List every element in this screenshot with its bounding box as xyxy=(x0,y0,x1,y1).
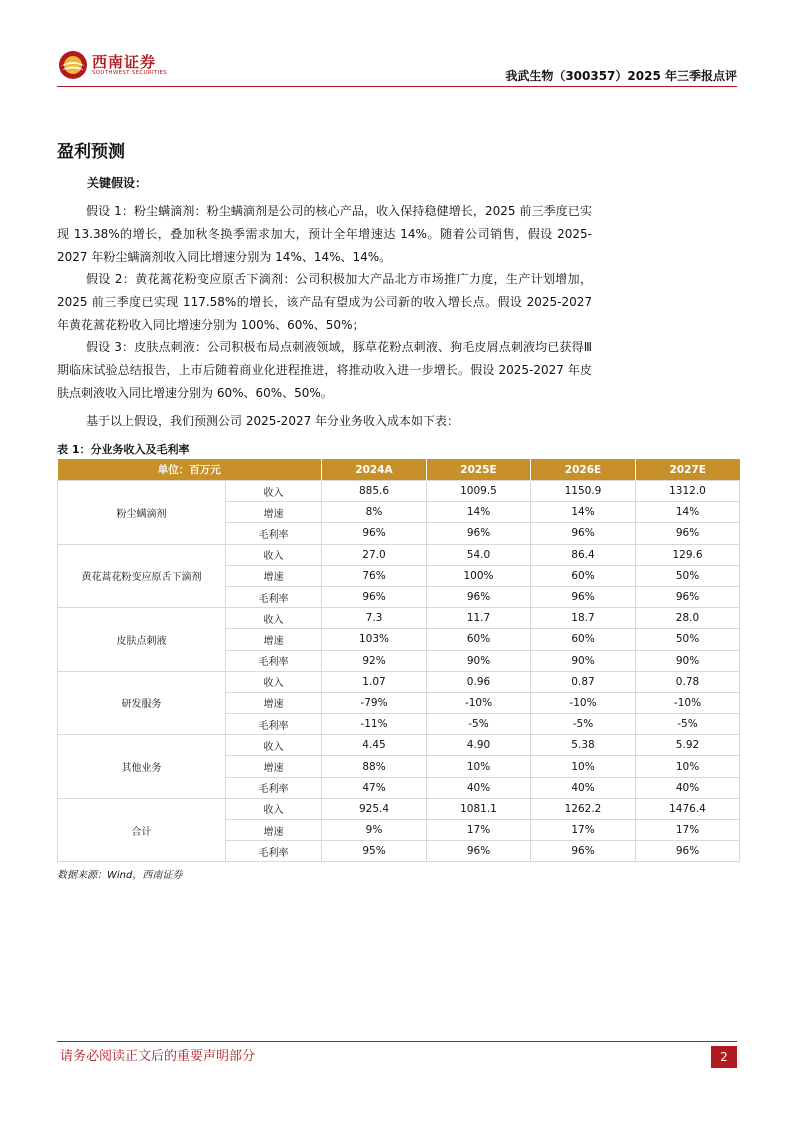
table-cell: 40% xyxy=(531,777,636,798)
logo-emblem-icon xyxy=(58,50,88,80)
table-cell: -79% xyxy=(322,692,427,713)
report-title: 我武生物（300357）2025 年三季报点评 xyxy=(505,69,737,83)
table-cell: 10% xyxy=(531,756,636,777)
table-cell: 17% xyxy=(427,820,531,841)
table-cell: 1312.0 xyxy=(636,481,740,502)
table-cell: 103% xyxy=(322,629,427,650)
logo-chinese-text: 西南证券 xyxy=(92,53,157,71)
table-row xyxy=(58,735,740,756)
table-cell: 18.7 xyxy=(531,608,636,629)
assumption-paragraph-3: 假设 3：皮肤点刺液：公司积极布局点刺液领域，豚草花粉点刺液、狗毛皮屑点刺液均已获得Ⅲ期临床试验总结报告，上市后随着商业化进程推进，将推动收入进一步增长。假设 2025-2027 年皮肤点刺液收入同比增速分别为 60%、60%、50%。 xyxy=(57,340,592,400)
table-cell: 40% xyxy=(427,777,531,798)
table-cell: 0.96 xyxy=(427,671,531,692)
assumption-paragraph-1: 假设 1：粉尘螨滴剂：粉尘螨滴剂是公司的核心产品，收入保持稳健增长，2025 前三季度已实现 13.38%的增长，叠加秋冬换季需求加大，预计全年增速达 14%。随着公司销售，假设 2025-2027 年粉尘螨滴剂收入同比增速分别为 14%、14%、14%。 xyxy=(57,204,592,264)
year-header: 2026E xyxy=(531,459,636,481)
table-cell: -10% xyxy=(427,692,531,713)
table-cell: 1.07 xyxy=(322,671,427,692)
table-cell: 17% xyxy=(636,820,740,841)
table-cell: 76% xyxy=(322,565,427,586)
table-cell: 96% xyxy=(531,841,636,862)
table-cell: 95% xyxy=(322,841,427,862)
footer-disclaimer: 请务必阅读正文后的重要声明部分 xyxy=(60,1049,256,1064)
table-cell: 96% xyxy=(636,841,740,862)
table-cell: 96% xyxy=(636,586,740,607)
table-cell: 90% xyxy=(531,650,636,671)
table-row xyxy=(58,481,740,502)
table-cell: 9% xyxy=(322,820,427,841)
header-divider xyxy=(57,86,737,87)
table-cell: 11.7 xyxy=(427,608,531,629)
table-cell: 925.4 xyxy=(322,798,427,819)
metric-label: 收入 xyxy=(226,544,322,565)
table-cell: 60% xyxy=(531,629,636,650)
table-cell: 27.0 xyxy=(322,544,427,565)
metric-label: 增速 xyxy=(226,756,322,777)
table-cell: 1009.5 xyxy=(427,481,531,502)
data-source-note: 数据来源：Wind，西南证券 xyxy=(57,870,183,881)
table-cell: 47% xyxy=(322,777,427,798)
metric-label: 收入 xyxy=(226,735,322,756)
table-cell: 96% xyxy=(531,523,636,544)
key-assumptions-heading: 关键假设： xyxy=(87,176,148,190)
metric-label: 毛利率 xyxy=(226,523,322,544)
table-cell: 96% xyxy=(427,841,531,862)
metric-label: 增速 xyxy=(226,565,322,586)
table-cell: 96% xyxy=(531,586,636,607)
table-cell: 8% xyxy=(322,502,427,523)
table-cell: 5.38 xyxy=(531,735,636,756)
year-header: 2024A xyxy=(322,459,427,481)
year-header: 2025E xyxy=(427,459,531,481)
forecast-intro-paragraph: 基于以上假设，我们预测公司 2025-2027 年分业务收入成本如下表： xyxy=(86,414,460,428)
year-header: 2027E xyxy=(636,459,740,481)
segment-name: 皮肤点刺液 xyxy=(58,608,226,672)
table-cell: 1150.9 xyxy=(531,481,636,502)
metric-label: 增速 xyxy=(226,692,322,713)
table-cell: 5.92 xyxy=(636,735,740,756)
table-cell: 54.0 xyxy=(427,544,531,565)
table-cell: 4.90 xyxy=(427,735,531,756)
table-cell: 1081.1 xyxy=(427,798,531,819)
metric-label: 增速 xyxy=(226,502,322,523)
metric-label: 收入 xyxy=(226,798,322,819)
company-logo xyxy=(58,50,168,82)
table-cell: 96% xyxy=(322,523,427,544)
table-cell: 0.78 xyxy=(636,671,740,692)
segment-name: 研发服务 xyxy=(58,671,226,735)
table-header-row xyxy=(58,459,740,481)
segment-name: 黄花蒿花粉变应原舌下滴剂 xyxy=(58,544,226,608)
table-cell: 96% xyxy=(636,523,740,544)
table-cell: 14% xyxy=(531,502,636,523)
table-row xyxy=(58,608,740,629)
assumption-paragraph-2: 假设 2：黄花蒿花粉变应原舌下滴剂：公司积极加大产品北方市场推广力度，生产计划增加，2025 前三季度已实现 117.58%的增长，该产品有望成为公司新的收入增长点。假设 2025-2027 年黄花蒿花粉收入同比增速分别为 100%、60%、50%； xyxy=(57,272,592,332)
table-caption: 表 1：分业务收入及毛利率 xyxy=(57,443,190,456)
table-cell: -10% xyxy=(531,692,636,713)
table-cell: 60% xyxy=(427,629,531,650)
table-cell: 10% xyxy=(427,756,531,777)
metric-label: 毛利率 xyxy=(226,586,322,607)
metric-label: 收入 xyxy=(226,608,322,629)
table-cell: -5% xyxy=(531,714,636,735)
segment-name: 粉尘螨滴剂 xyxy=(58,481,226,545)
table-row xyxy=(58,544,740,565)
table-cell: 10% xyxy=(636,756,740,777)
metric-label: 毛利率 xyxy=(226,650,322,671)
table-cell: 92% xyxy=(322,650,427,671)
table-cell: 1476.4 xyxy=(636,798,740,819)
table-cell: 96% xyxy=(427,523,531,544)
metric-label: 毛利率 xyxy=(226,714,322,735)
metric-label: 毛利率 xyxy=(226,841,322,862)
table-row xyxy=(58,798,740,819)
table-cell: 60% xyxy=(531,565,636,586)
table-cell: -10% xyxy=(636,692,740,713)
segment-name: 合计 xyxy=(58,798,226,862)
table-cell: 90% xyxy=(636,650,740,671)
table-cell: 129.6 xyxy=(636,544,740,565)
table-cell: -11% xyxy=(322,714,427,735)
metric-label: 毛利率 xyxy=(226,777,322,798)
table-cell: 7.3 xyxy=(322,608,427,629)
table-cell: 0.87 xyxy=(531,671,636,692)
metric-label: 收入 xyxy=(226,481,322,502)
metric-label: 收入 xyxy=(226,671,322,692)
table-cell: 50% xyxy=(636,629,740,650)
table-cell: 90% xyxy=(427,650,531,671)
table-cell: 50% xyxy=(636,565,740,586)
logo-english-text: SOUTHWEST SECURITIES xyxy=(92,70,168,76)
table-cell: 86.4 xyxy=(531,544,636,565)
table-cell: 96% xyxy=(322,586,427,607)
section-title: 盈利预测 xyxy=(57,142,125,162)
table-cell: 14% xyxy=(636,502,740,523)
metric-label: 增速 xyxy=(226,820,322,841)
page-number: 2 xyxy=(711,1046,737,1068)
unit-header: 单位：百万元 xyxy=(58,459,322,481)
table-cell: 88% xyxy=(322,756,427,777)
table-body xyxy=(58,481,740,862)
metric-label: 增速 xyxy=(226,629,322,650)
table-cell: 14% xyxy=(427,502,531,523)
segment-name: 其他业务 xyxy=(58,735,226,799)
table-row xyxy=(58,671,740,692)
table-cell: 4.45 xyxy=(322,735,427,756)
revenue-forecast-table xyxy=(57,459,740,862)
table-cell: -5% xyxy=(427,714,531,735)
table-cell: 40% xyxy=(636,777,740,798)
table-cell: 28.0 xyxy=(636,608,740,629)
table-cell: 17% xyxy=(531,820,636,841)
table-cell: 885.6 xyxy=(322,481,427,502)
table-cell: 100% xyxy=(427,565,531,586)
table-cell: 96% xyxy=(427,586,531,607)
footer-divider xyxy=(57,1041,737,1042)
table-cell: -5% xyxy=(636,714,740,735)
table-cell: 1262.2 xyxy=(531,798,636,819)
